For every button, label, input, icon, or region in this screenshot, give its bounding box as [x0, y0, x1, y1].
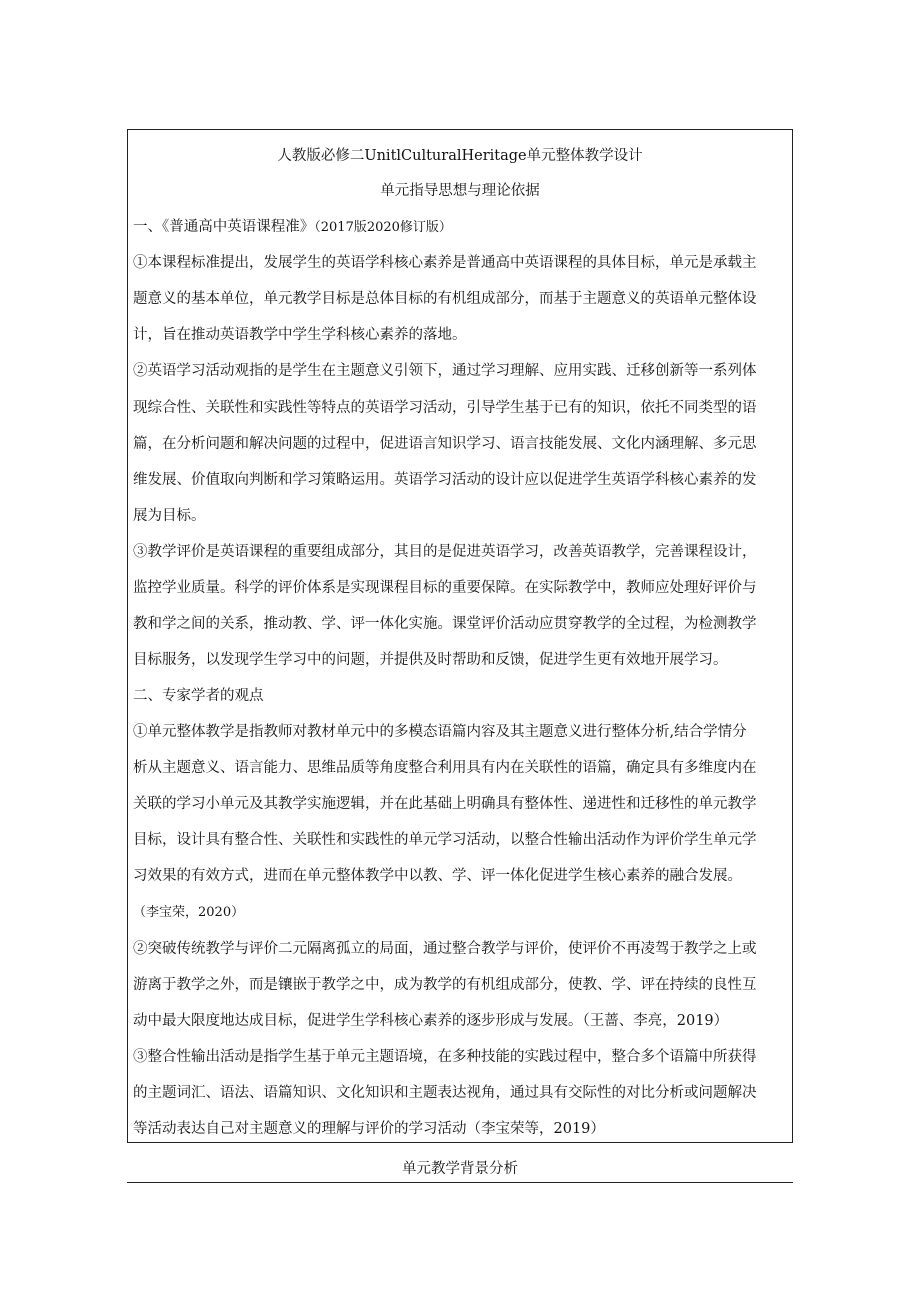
part2-p1-line: 目标，设计具有整合性、关联性和实践性的单元学习活动，以整合性输出活动作为评价学生单元学: [133, 832, 757, 848]
part2-heading: 二、专家学者的观点: [133, 688, 264, 704]
part1-p1-line: 题意义的基本单位，单元教学目标是总体目标的有机组成部分，而基于主题意义的英语单元整体设: [133, 291, 757, 307]
part1-p1-line: 计，旨在推动英语教学中学生学科核心素养的落地。: [133, 327, 467, 343]
part2-p2-line: ②突破传统教学与评价二元隔离孤立的局面，通过整合教学与评价，使评价不再凌驾于教学之上或: [133, 941, 757, 957]
next-section-heading: 单元教学背景分析: [402, 1161, 518, 1177]
section-divider: [127, 1182, 793, 1183]
part1-heading-note: （2017版2020修订版）: [314, 220, 452, 235]
part1-p3-line: 监控学业质量。科学的评价体系是实现课程目标的重要保障。在实际教学中，教师应处理好评价与: [133, 580, 757, 596]
document-title: 人教版必修二UnitlCulturalHeritage单元整体教学设计: [277, 148, 643, 164]
part2-p1-line: 析从主题意义、语言能力、思维品质等角度整合利用具有内在关联性的语篇，确定具有多维度内在: [133, 760, 757, 776]
part1-p3-line: 教和学之间的关系，推动教、学、评一体化实施。课堂评价活动应贯穿教学的全过程，为检测教学: [133, 616, 757, 632]
part1-heading: [133, 217, 793, 238]
part2-p1-line: 习效果的有效方式，进而在单元整体教学中以教、学、评一体化促进学生核心素养的融合发展。: [133, 868, 742, 884]
part2-p2-line: 动中最大限度地达成目标，促进学生学科核心素养的逐步形成与发展。（王蔷、李亮，2019）: [133, 1013, 729, 1029]
part2-p1-line: 关联的学习小单元及其教学实施逻辑，并在此基础上明确具有整体性、递进性和迁移性的单元教学: [133, 796, 757, 812]
part2-p1-line: ①单元整体教学是指教师对教材单元中的多模态语篇内容及其主题意义进行整体分析,结合学情分: [133, 724, 747, 740]
part1-heading-text: 一、《普通高中英语课程准》: [133, 219, 315, 235]
part2-p3-line: ③整合性输出活动是指学生基于单元主题语境，在多种技能的实践过程中，整合多个语篇中所获得: [133, 1049, 757, 1065]
part2-p2-line: 游离于教学之外，而是镶嵌于教学之中，成为教学的有机组成部分，使教、学、评在持续的良性互: [133, 977, 757, 993]
part2-p3-line: 的主题词汇、语法、语篇知识、文化知识和主题表达视角，通过具有交际性的对比分析或问题解决: [133, 1085, 757, 1101]
section-heading: 单元指导思想与理论依据: [380, 183, 540, 199]
part1-p3-line: ③教学评价是英语课程的重要组成部分，其目的是促进英语学习，改善英语教学，完善课程设计，: [133, 544, 757, 560]
part1-p2-line: 篇，在分析问题和解决问题的过程中，促进语言知识学习、语言技能发展、文化内涵理解、多元思: [133, 436, 757, 452]
part1-p2-line: 展为目标。: [133, 508, 206, 524]
part1-p2-line: 现综合性、关联性和实践性等特点的英语学习活动，引导学生基于已有的知识，依托不同类型的语: [133, 400, 757, 416]
part2-p3-line: 等活动表达自己对主题意义的理解与评价的学习活动（李宝荣等，2019）: [133, 1121, 605, 1137]
part2-p1-citation: （李宝荣，2020）: [133, 905, 245, 920]
part1-p2-line: 维发展、价值取向判断和学习策略运用。英语学习活动的设计应以促进学生英语学科核心素养的发: [133, 472, 757, 488]
part1-p2-line: ②英语学习活动观指的是学生在主题意义引领下，通过学习理解、应用实践、迁移创新等一系列体: [133, 363, 757, 379]
part1-p1-line: ①本课程标准提出，发展学生的英语学科核心素养是普通高中英语课程的具体目标，单元是承载主: [133, 255, 757, 271]
part1-p3-line: 目标服务，以发现学生学习中的问题，并提供及时帮助和反馈，促进学生更有效地开展学习。: [133, 652, 728, 668]
